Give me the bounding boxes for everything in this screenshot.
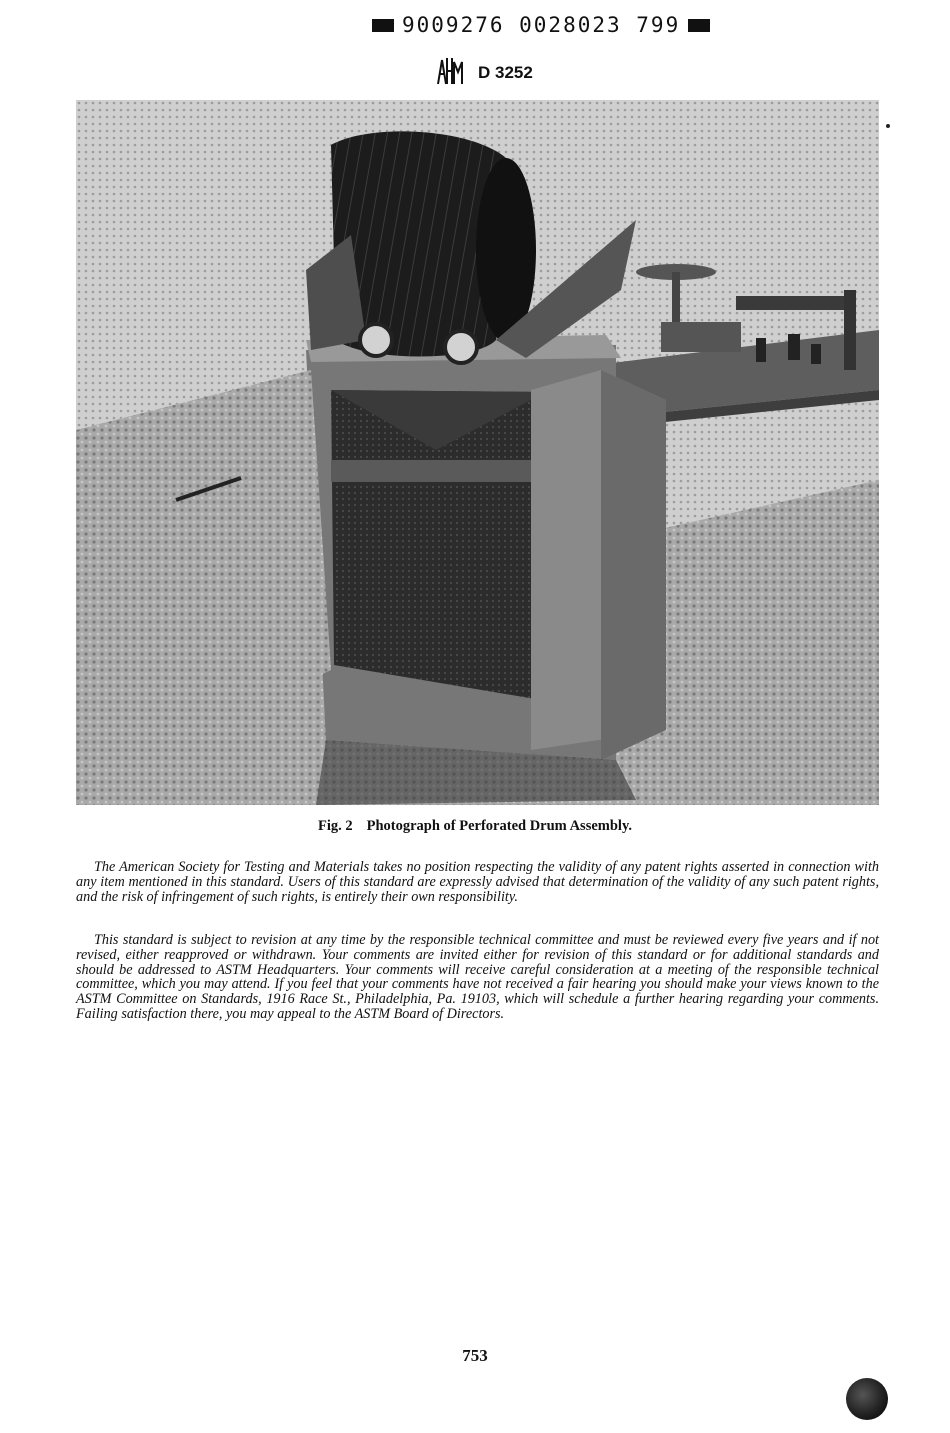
scan-bar-left (372, 19, 394, 32)
page-number: 753 (462, 1346, 488, 1365)
punch-hole-icon (846, 1378, 888, 1420)
figure-caption (0, 818, 950, 835)
figure-label: Fig. 2 (317, 818, 353, 834)
drum-assembly-photo (76, 100, 879, 805)
revision-notice: This standard is subject to revision at any time by the responsible technical committee and must be reviewed every five years and if not revised, either reapproved or withdrawn. Your comments are invited either for revision of this standard or for additional standards and should be addressed to ASTM Headquarters. Your comments will receive careful consideration at a meeting of the responsible technical committee, which you may attend. If you feel that your comments have not received a fair hearing you should make your views known to the ASTM Committee on Standards, 1916 Race St., Philadelphia, Pa. 19103, which will schedule a further hearing regarding your comments. Failing satisfaction there, you may appeal to the ASTM Board of Directors. (76, 932, 879, 1022)
scan-header (372, 14, 772, 36)
patent-notice: The American Society for Testing and Materials takes no position respecting the validity of any patent rights asserted in connection with any item mentioned in this standard. Users of this standard are expressly advised that determination of the validity of any such patent rights, and the risk of infringement of such rights, is entirely their own responsibility. (76, 859, 879, 905)
scan-code: 9009276 0028023 799 (402, 13, 681, 37)
astm-logo-icon (436, 56, 464, 91)
scan-bar-right (688, 19, 710, 32)
figure-title: Photograph of Perforated Drum Assembly. (366, 818, 633, 834)
standard-line (436, 58, 533, 88)
standard-designation: D 3252 (478, 63, 533, 82)
scan-speck (886, 124, 890, 128)
